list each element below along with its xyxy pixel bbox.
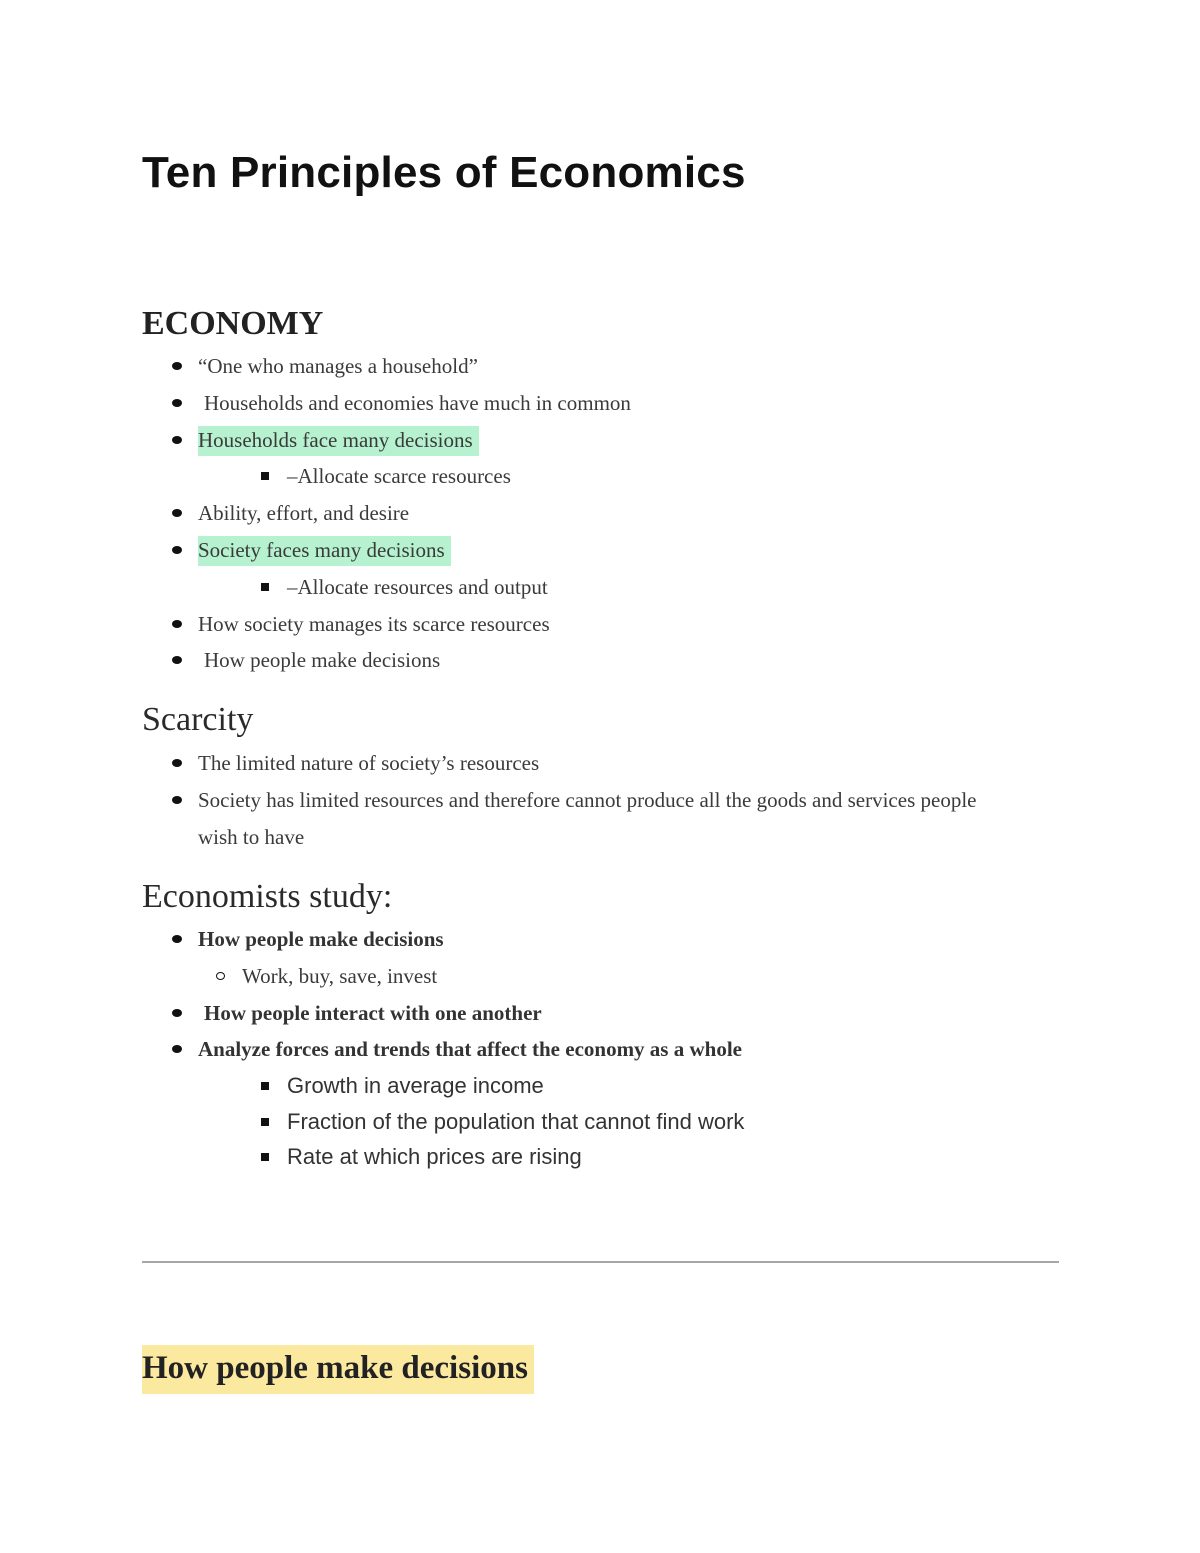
list-item: –Allocate resources and output	[142, 569, 1062, 606]
bullet-disc-icon	[172, 399, 182, 407]
bullet-square-icon	[261, 583, 269, 591]
list-item: Society has limited resources and therefore cannot produce all the goods and services people wish to have	[142, 782, 1018, 856]
scarcity-section	[142, 700, 1062, 855]
economy-heading: ECONOMY	[142, 305, 324, 342]
bullet-circle-icon	[216, 972, 225, 980]
scarcity-heading: Scarcity	[142, 701, 254, 738]
list-item	[142, 422, 1062, 459]
bullet-disc-icon	[172, 362, 182, 370]
list-item: Work, buy, save, invest	[142, 958, 1062, 995]
list-item: The limited nature of society’s resources	[142, 745, 1062, 782]
document-title: Ten Principles of Economics	[142, 148, 746, 197]
bullet-disc-icon	[172, 1009, 182, 1017]
bullet-disc-icon	[172, 436, 182, 444]
list-item: Growth in average income	[142, 1068, 1062, 1104]
list-item: How people interact with one another	[142, 995, 1062, 1032]
bullet-disc-icon	[172, 509, 182, 517]
economists-section	[142, 877, 1062, 1175]
section-heading-highlighted: How people make decisions	[142, 1345, 534, 1394]
list-item: Fraction of the population that cannot find work	[142, 1104, 1062, 1140]
horizontal-divider	[142, 1261, 1059, 1263]
bullet-square-icon	[261, 472, 269, 480]
highlighted-text: Society faces many decisions	[198, 536, 451, 566]
scarcity-list	[142, 745, 1062, 855]
bullet-square-icon	[261, 1082, 269, 1090]
bullet-disc-icon	[172, 620, 182, 628]
bullet-disc-icon	[172, 546, 182, 554]
list-item: How society manages its scarce resources	[142, 606, 1062, 643]
economists-list	[142, 921, 1062, 1175]
economy-section	[142, 304, 1062, 679]
bullet-disc-icon	[172, 1045, 182, 1053]
list-item: Analyze forces and trends that affect the economy as a whole	[142, 1031, 1062, 1068]
bullet-disc-icon	[172, 796, 182, 804]
economists-heading: Economists study:	[142, 878, 393, 915]
list-item: Households and economies have much in common	[142, 385, 1062, 422]
list-item: “One who manages a household”	[142, 348, 1062, 385]
list-item: How people make decisions	[142, 642, 1062, 679]
list-item: Rate at which prices are rising	[142, 1139, 1062, 1175]
economy-list	[142, 348, 1062, 679]
highlighted-text: Households face many decisions	[198, 426, 479, 456]
bullet-disc-icon	[172, 759, 182, 767]
list-item: –Allocate scarce resources	[142, 458, 1062, 495]
bullet-square-icon	[261, 1153, 269, 1161]
list-item	[142, 532, 1062, 569]
list-item: Ability, effort, and desire	[142, 495, 1062, 532]
bullet-disc-icon	[172, 656, 182, 664]
bullet-square-icon	[261, 1118, 269, 1126]
bullet-disc-icon	[172, 935, 182, 943]
list-item: How people make decisions	[142, 921, 1062, 958]
